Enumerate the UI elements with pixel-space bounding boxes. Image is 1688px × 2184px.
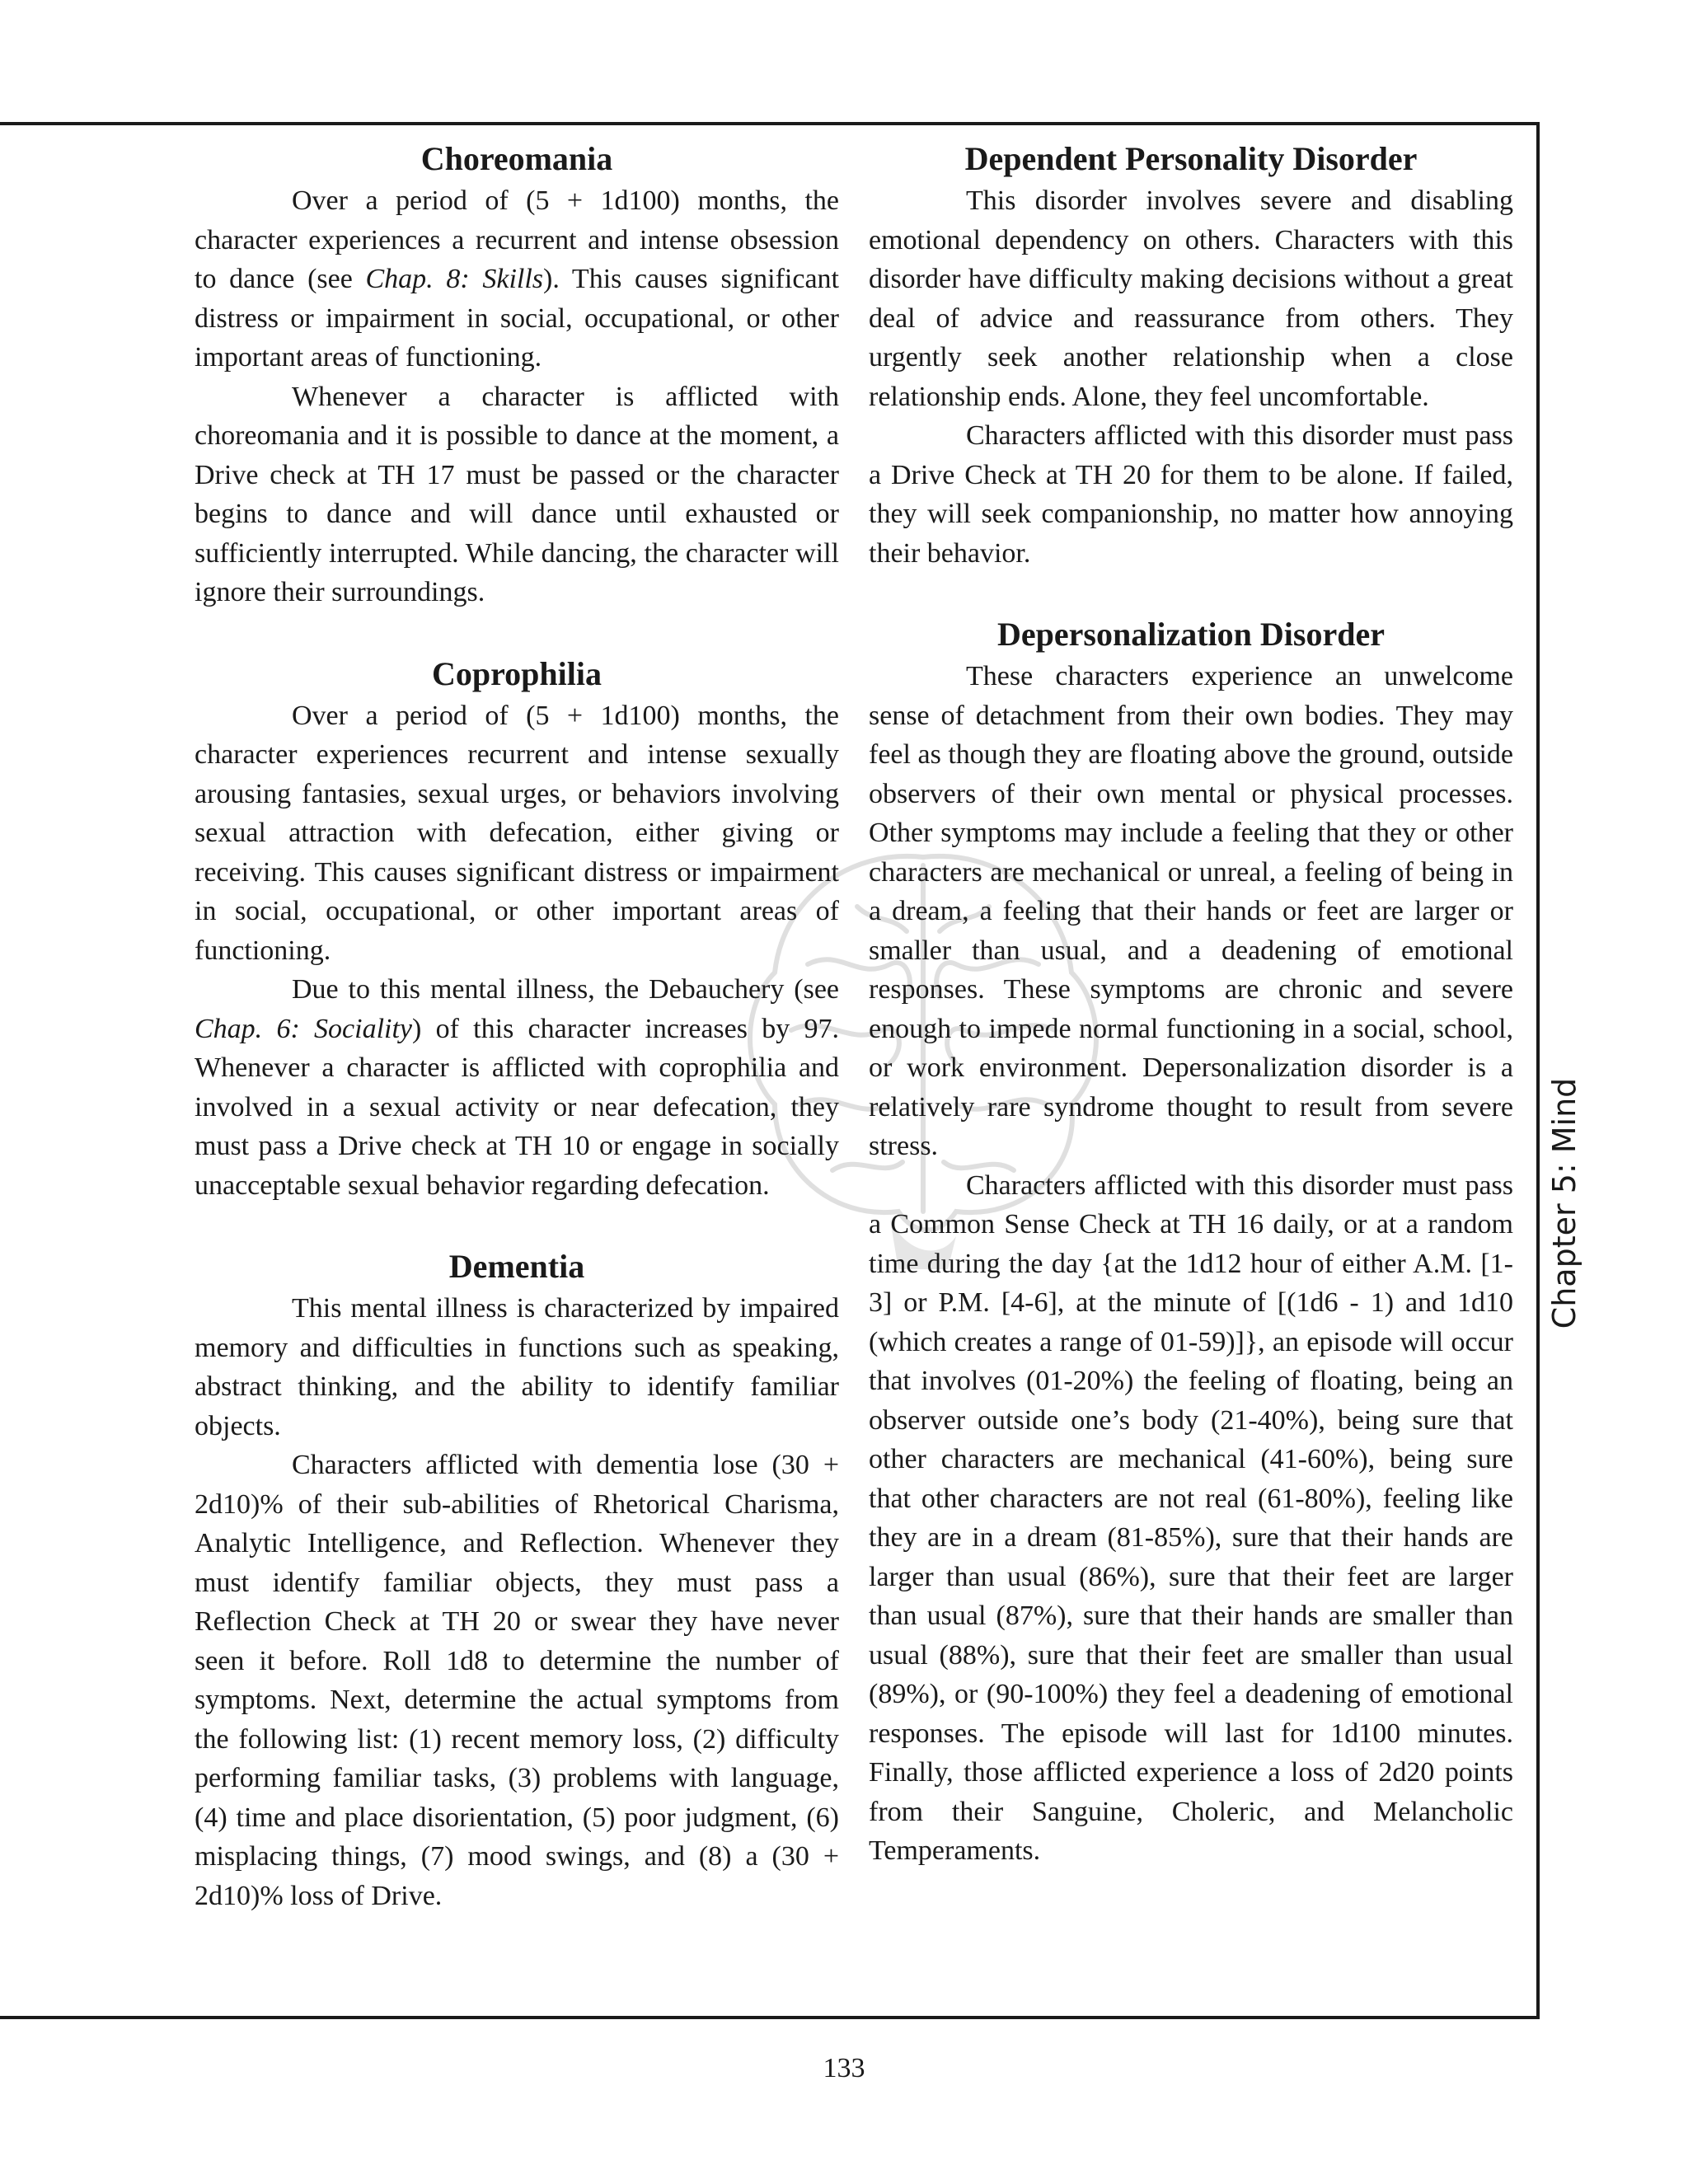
body-paragraph: This mental illness is characterized by impaired memory and difficulties in functions such as speaking, abstract thinking, and the ability to identify familiar objects. (195, 1293, 839, 1441)
page-frame-bottom-rule (0, 2016, 1540, 2019)
body-paragraph: Characters afflicted with dementia lose (30 + 2d10)% of their sub-abilities of Rhetorical Charisma, Analytic Intelligence, and Reflection. Whenever they must identify familiar objects, they must pass a Reflection Check at TH 20 or swear they have never seen it before. Roll 1d8 to determine the number of symptoms. Next, determine the actual symptoms from the following list: (1) recent memory loss, (2) difficulty performing familiar tasks, (3) problems with language, (4) time and place disorientation, (5) poor judgment, (6) misplacing things, (7) mood swings, and (8) a (30 + 2d10)% loss of Drive. (195, 1450, 839, 1911)
body-paragraph: Characters afflicted with this disorder must pass a Drive Check at TH 20 for them to be alone. If failed, they will seek companionship, no matter how annoying their behavior. (869, 420, 1513, 569)
body-paragraph: Due to this mental illness, the Debauchery (see Chap. 6: Sociality) of this character increases by 97. Whenever a character is afflicted with coprophilia and involved in a sexual activity or near defecation, they must pass a Drive check at TH 10 or engage in socially unacceptable sexual behavior regarding defecation. (195, 974, 839, 1201)
section-dementia (195, 1248, 839, 1915)
section-depersonalization-disorder (869, 616, 1513, 1871)
page-frame-right-rule (1536, 122, 1540, 2019)
body-paragraph: Over a period of (5 + 1d100) months, the character experiences a recurrent and intense obsession to dance (see Chap. 8: Skills). This causes significant distress or impairment in social, occupational, or other important areas of functioning. (195, 185, 839, 373)
body-paragraph: Characters afflicted with this disorder must pass a Common Sense Check at TH 16 daily, or at a random time during the day {at the 1d12 hour of either A.M. [1-3] or P.M. [4-6], at the minute of [(1d6 - 1) and 1d10 (which creates a range of 01-59)]}, an episode will occur that involves (01-20%) the feeling of floating, being an observer outside one’s body (21-40%), being sure that other characters are mechanical (41-60%), being sure that other characters are not real (61-80%), feeling like they are in a dream (81-85%), sure that their hands are larger than usual (86%), sure that their feet are larger than usual (87%), sure that their hands are smaller than usual (88%), sure that their feet are smaller than usual (89%), or (90-100%) they feel a deadening of emotional responses. The episode will last for 1d100 minutes. Finally, those afflicted experience a loss of 2d20 points from their Sanguine, Choleric, and Melancholic Temperaments. (869, 1169, 1513, 1866)
body-paragraph: These characters experience an unwelcome sense of detachment from their own bodies. They may feel as though they are floating above the ground, outside observers of their own mental or physical processes. Other symptoms may include a feeling that they or other characters are mechanical or unreal, a feeling of being in a dream, a feeling that their hands or feet are larger or smaller than usual, and a deadening of emotional responses. These symptoms are chronic and severe enough to impede normal functioning in a social, school, or work environment. Depersonalization disorder is a relatively rare syndrome thought to result from severe stress. (869, 661, 1513, 1161)
section-choreomania (195, 140, 839, 612)
chapter-side-label: Chapter 5: Mind (1546, 1077, 1582, 1329)
body-paragraph: Over a period of (5 + 1d100) months, the character experiences recurrent and intense sexually arousing fantasies, sexual urges, or behaviors involving sexual attraction with defecation, either giving or receiving. This causes significant distress or impairment in social, occupational, or other important areas of functioning. (195, 700, 839, 966)
section-heading: Dementia (448, 1248, 585, 1285)
body-paragraph: Whenever a character is afflicted with choreomania and it is possible to dance at the moment, a Drive check at TH 17 must be passed or the character begins to dance and will dance until exhausted or sufficiently interrupted. While dancing, the character will ignore their surroundings. (195, 381, 839, 607)
section-coprophilia (195, 655, 839, 1206)
page-frame-top-rule (0, 122, 1540, 125)
left-column (195, 140, 839, 1915)
section-heading: Dependent Personality Disorder (964, 140, 1418, 177)
section-dependent-personality-disorder (869, 140, 1513, 573)
body-paragraph: This disorder involves severe and disabling emotional dependency on others. Characters with this disorder have difficulty making decisions without a great deal of advice and reassurance from others. They urgently seek another relationship when a close relationship ends. Alone, they feel uncomfortable. (869, 185, 1513, 412)
page-number: 133 (823, 2053, 865, 2083)
right-column (869, 140, 1513, 1871)
section-heading: Choreomania (420, 140, 613, 177)
section-heading: Coprophilia (432, 654, 602, 692)
section-heading: Depersonalization Disorder (997, 616, 1385, 653)
